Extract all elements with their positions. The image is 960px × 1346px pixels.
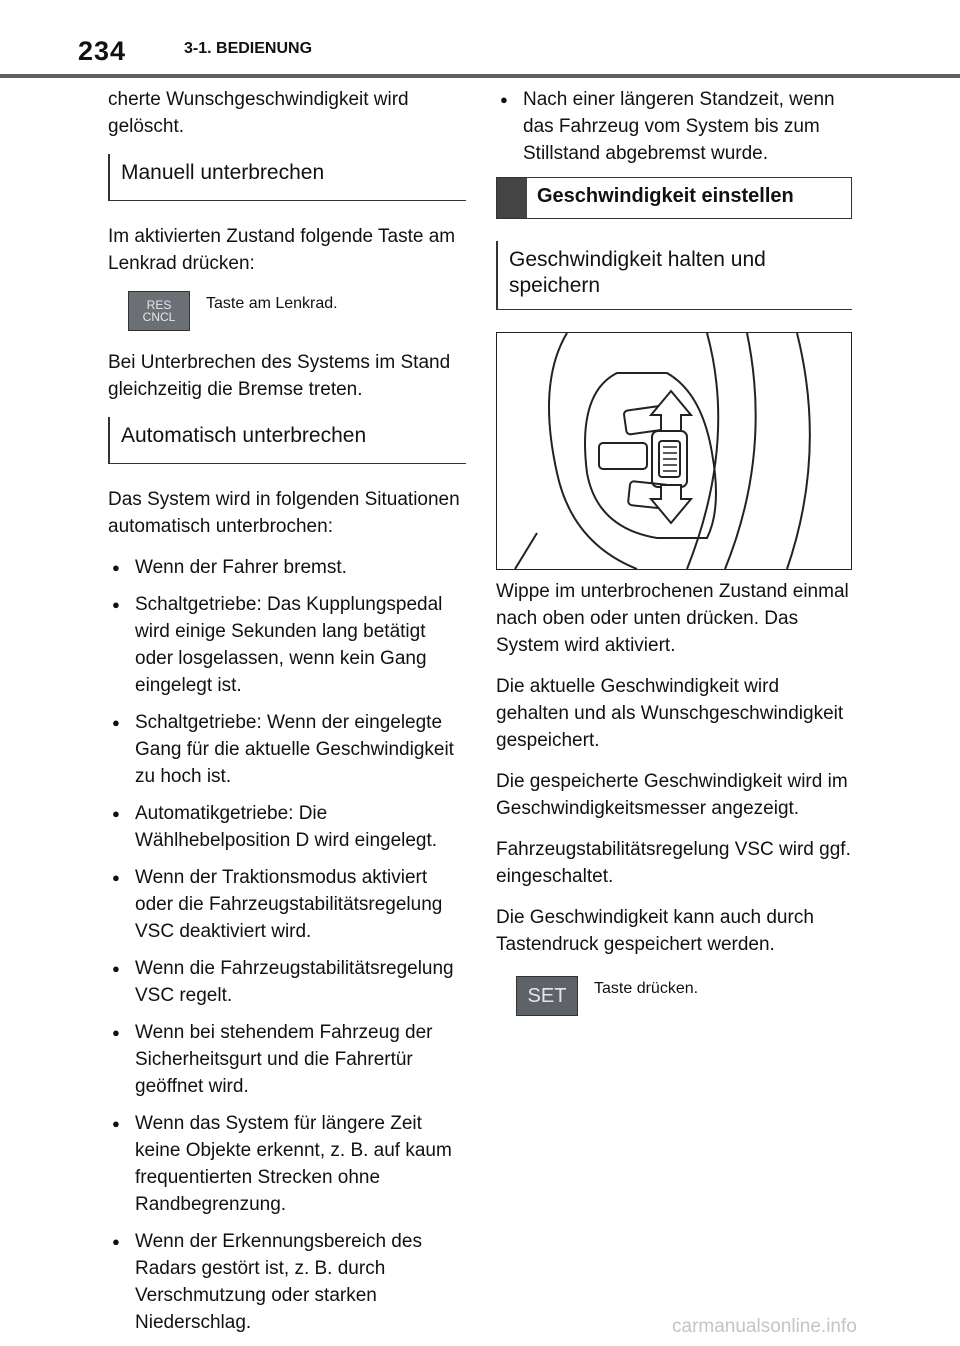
- set-caption: Taste drücken.: [594, 980, 699, 997]
- set-key-row: [516, 976, 852, 1016]
- heading-bar: [497, 178, 527, 218]
- list-item: ● Wenn der Traktionsmodus aktiviert oder die Fahrzeugstabilitätsregelung VSC deaktiviert wird.: [108, 864, 466, 945]
- intro-text: cherte Wunschgeschwindigkeit wird gelöscht.: [108, 89, 409, 137]
- auto-bullet-list: [108, 554, 466, 1336]
- section-title: 3-1. BEDIENUNG: [184, 40, 313, 57]
- list-item: ● Nach einer längeren Standzeit, wenn das Fahrzeug vom System bis zum Stillstand abgebremst wurde.: [496, 86, 852, 167]
- manual-text: Im aktivierten Zustand folgende Taste am Lenkrad drücken:: [108, 226, 456, 274]
- page-number: 234: [78, 36, 127, 66]
- auto-text: Das System wird in folgenden Situationen automatisch unterbrochen:: [108, 489, 460, 537]
- steering-wheel-rocker-illustration: [496, 332, 852, 570]
- paragraph: Die aktuelle Geschwindigkeit wird gehalten und als Wunschgeschwindigkeit gespeichert.: [496, 676, 844, 751]
- list-item: ● Wenn das System für längere Zeit keine Objekte erkennt, z. B. auf kaum frequentierten Strecken ohne Randbegrenzung.: [108, 1110, 466, 1218]
- list-item: ● Wenn bei stehendem Fahrzeug der Sicherheitsgurt und die Fahrertür geöffnet wird.: [108, 1019, 466, 1100]
- list-item: ● Wenn die Fahrzeugstabilitätsregelung VSC regelt.: [108, 955, 466, 1009]
- watermark: carmanualsonline.info: [672, 1316, 857, 1337]
- list-item: ● Schaltgetriebe: Das Kupplungspedal wird einige Sekunden lang betätigt oder losgelassen, wenn kein Gang eingelegt ist.: [108, 591, 466, 699]
- standstill-bullet-list: [496, 86, 852, 167]
- res-cncl-key-row: [128, 291, 466, 331]
- subheading-hold-speed: Geschwindigkeit halten und speichern: [496, 241, 852, 310]
- set-button-icon: [516, 976, 578, 1016]
- set-label: SET: [527, 985, 567, 1007]
- cncl-label: CNCL: [142, 310, 176, 324]
- res-cncl-button-icon: [128, 291, 190, 331]
- main-heading-box: [496, 177, 852, 219]
- res-label: RES: [146, 298, 172, 312]
- list-item: ● Wenn der Fahrer bremst.: [108, 554, 466, 581]
- res-cncl-caption: Taste am Lenkrad.: [206, 295, 338, 312]
- paragraph: Die gespeicherte Geschwindigkeit wird im Geschwindigkeitsmesser angezeigt.: [496, 771, 848, 819]
- subheading-manual: Manuell unterbrechen: [108, 154, 466, 201]
- right-column: [496, 86, 852, 1034]
- paragraph: Die Geschwindigkeit kann auch durch Tastendruck gespeichert werden.: [496, 907, 814, 955]
- list-item: ● Wenn der Erkennungsbereich des Radars gestört ist, z. B. durch Verschmutzung oder starken Niederschlag.: [108, 1228, 466, 1336]
- list-item: ● Automatikgetriebe: Die Wählhebelposition D wird eingelegt.: [108, 800, 466, 854]
- left-column: [108, 86, 466, 1346]
- paragraph: Fahrzeugstabilitätsregelung VSC wird ggf. eingeschaltet.: [496, 839, 851, 887]
- list-item: ● Schaltgetriebe: Wenn der eingelegte Gang für die aktuelle Geschwindigkeit zu hoch ist.: [108, 709, 466, 790]
- paragraph: Wippe im unterbrochenen Zustand einmal nach oben oder unten drücken. Das System wird aktiviert.: [496, 581, 849, 656]
- main-heading: Geschwindigkeit einstellen: [537, 185, 794, 207]
- manual-text-2: Bei Unterbrechen des Systems im Stand gleichzeitig die Bremse treten.: [108, 352, 451, 400]
- subheading-auto: Automatisch unterbrechen: [108, 417, 466, 464]
- rocker-switch-icon: [497, 333, 851, 569]
- header-rule: [0, 74, 960, 78]
